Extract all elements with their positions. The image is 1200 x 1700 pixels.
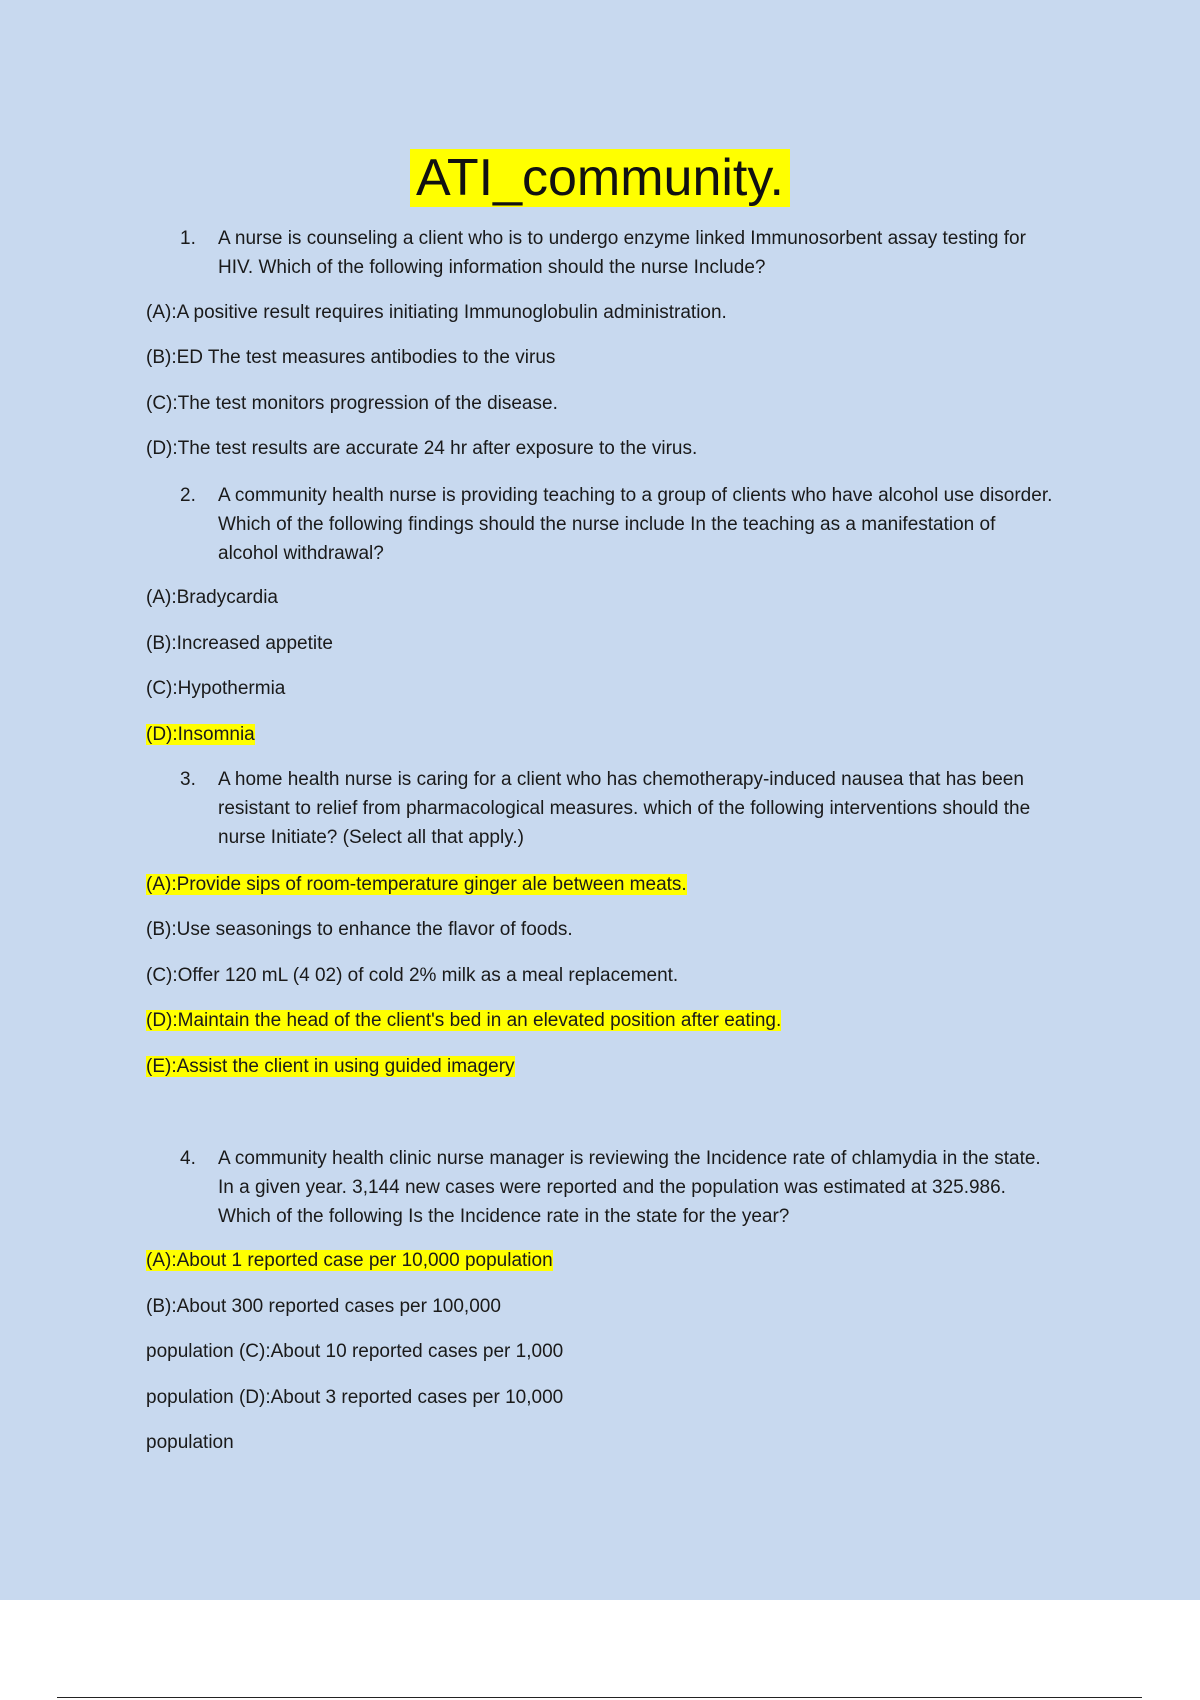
q3-option-b: (B):Use seasonings to enhance the flavor of foods.: [146, 919, 573, 940]
q3-option-c: (C):Offer 120 mL (4 02) of cold 2% milk as a meal replacement.: [146, 965, 679, 986]
q4-option-tail-line: population: [146, 1432, 234, 1453]
question-number: 2.: [180, 485, 196, 506]
question-text: A community health nurse is providing teaching to a group of clients who have alcohol use disorder. Which of the following findings should the nurse include In the teaching as a manifestation of alcohol withdrawal?: [218, 485, 1053, 564]
q4-option-c-line: population (C):About 10 reported cases per 1,000: [146, 1341, 564, 1362]
question-number: 1.: [180, 228, 196, 249]
question-4: [180, 1144, 1060, 1231]
question-text: A nurse is counseling a client who is to undergo enzyme linked Immunosorbent assay testing for HIV. Which of the following information should the nurse Include?: [218, 228, 1026, 278]
q4-option-b: (B):About 300 reported cases per 100,000: [146, 1296, 501, 1317]
document-title-block: [0, 146, 1200, 210]
q3-option-d: [146, 1007, 781, 1035]
footer-divider: [57, 1697, 1142, 1698]
question-2: [180, 481, 1060, 568]
q3-option-a: [146, 871, 687, 899]
highlighted-answer: (A):Provide sips of room-temperature ginger ale between meats.: [146, 874, 687, 895]
q1-option-b: (B):ED The test measures antibodies to the virus: [146, 347, 556, 368]
document-title: ATI_community.: [410, 149, 790, 207]
question-number: 3.: [180, 769, 196, 790]
highlighted-answer: (A):About 1 reported case per 10,000 population: [146, 1250, 553, 1271]
q2-option-b: (B):Increased appetite: [146, 633, 333, 654]
highlighted-answer: (D):Insomnia: [146, 724, 255, 745]
question-text: A community health clinic nurse manager is reviewing the Incidence rate of chlamydia in the state. In a given year. 3,144 new cases were reported and the population was estimated at 325.986. Which of the following Is the Incidence rate in the state for the year?: [218, 1148, 1041, 1227]
question-text: A home health nurse is caring for a client who has chemotherapy-induced nausea that has been resistant to relief from pharmacological measures. which of the following interventions should the nurse Initiate? (Select all that apply.): [218, 769, 1031, 848]
highlighted-answer: (D):Maintain the head of the client's bed in an elevated position after eating.: [146, 1010, 782, 1031]
q2-option-a: (A):Bradycardia: [146, 587, 278, 608]
q1-option-c: (C):The test monitors progression of the disease.: [146, 393, 558, 414]
highlighted-answer: (E):Assist the client in using guided imagery: [146, 1056, 515, 1077]
question-3: [180, 765, 1060, 852]
question-number: 4.: [180, 1148, 196, 1169]
q3-option-e: [146, 1053, 515, 1081]
q4-option-a: [146, 1247, 553, 1275]
q1-option-a: (A):A positive result requires initiating Immunoglobulin administration.: [146, 302, 727, 323]
q2-option-c: (C):Hypothermia: [146, 678, 286, 699]
q2-option-d: [146, 721, 255, 749]
q4-option-d-line: population (D):About 3 reported cases per 10,000: [146, 1387, 564, 1408]
question-1: [180, 224, 1060, 282]
q1-option-d: (D):The test results are accurate 24 hr after exposure to the virus.: [146, 438, 698, 459]
